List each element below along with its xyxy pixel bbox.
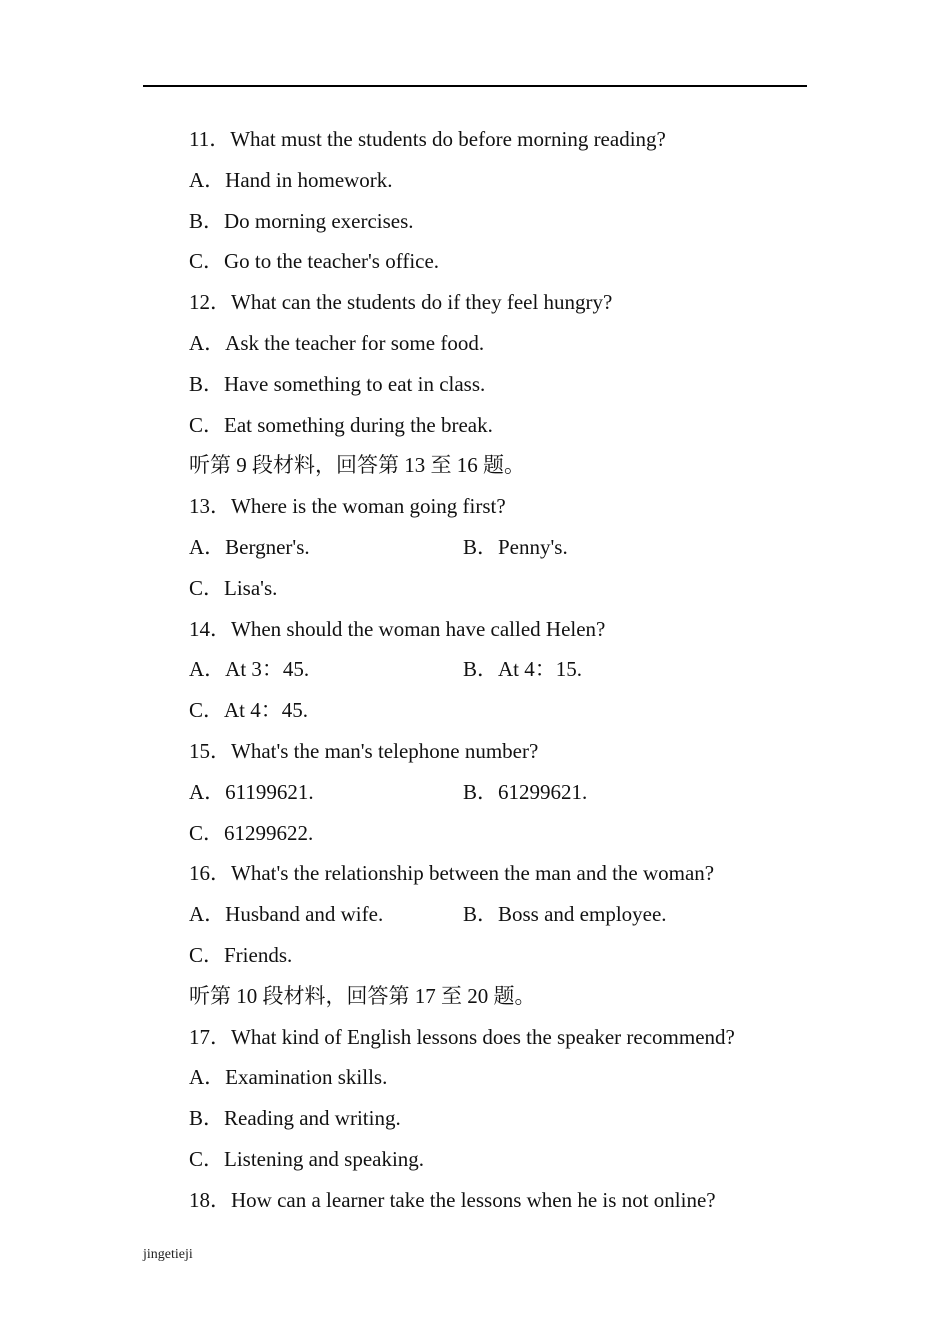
option-11-c: C．Go to the teacher's office. <box>189 249 440 274</box>
options-13-ab <box>189 527 829 568</box>
option-14-a: A．At 3：45. <box>189 657 310 682</box>
question-12: 12．What can the students do if they feel hungry? <box>189 290 613 315</box>
option-14-b: B．At 4：15. <box>463 657 583 682</box>
options-14-ab <box>189 649 829 690</box>
option-13-b: B．Penny's. <box>463 534 568 559</box>
option-12-b: B．Have something to eat in class. <box>189 371 486 396</box>
question-11: 11．What must the students do before morning reading? <box>189 127 666 151</box>
option-17-a: A．Examination skills. <box>189 1065 388 1090</box>
option-11-b: B．Do morning exercises. <box>189 208 414 233</box>
option-15-c: C．61299622. <box>189 820 314 845</box>
options-15-ab <box>189 772 829 813</box>
section-instruction-9: 听第 9 段材料，回答第 13 至 16 题。 <box>189 453 525 478</box>
option-14-c: C．At 4：45. <box>189 698 309 723</box>
option-12-c: C．Eat something during the break. <box>189 412 493 437</box>
option-17-c: C．Listening and speaking. <box>189 1146 425 1171</box>
footer-text: jingetieji <box>143 1247 193 1262</box>
option-13-c: C．Lisa's. <box>189 575 278 600</box>
section-instruction-10: 听第 10 段材料，回答第 17 至 20 题。 <box>189 983 536 1008</box>
option-15-b: B．61299621. <box>463 779 588 804</box>
option-11-a: A．Hand in homework. <box>189 167 393 192</box>
option-12-a: A．Ask the teacher for some food. <box>189 330 485 355</box>
option-15-a: A．61199621. <box>189 779 314 804</box>
option-17-b: B．Reading and writing. <box>189 1106 401 1131</box>
question-13: 13．Where is the woman going first? <box>189 494 506 519</box>
header-rule <box>143 85 807 87</box>
exam-content <box>189 119 829 1221</box>
question-18: 18．How can a learner take the lessons when he is not online? <box>189 1187 716 1212</box>
option-16-a: A．Husband and wife. <box>189 902 384 927</box>
question-14: 14．When should the woman have called Helen? <box>189 616 606 641</box>
option-16-b: B．Boss and employee. <box>463 902 667 927</box>
question-17: 17．What kind of English lessons does the speaker recommend? <box>189 1024 735 1049</box>
option-13-a: A．Bergner's. <box>189 534 310 559</box>
option-16-c: C．Friends. <box>189 942 293 967</box>
question-16: 16．What's the relationship between the man and the woman? <box>189 861 715 886</box>
question-15: 15．What's the man's telephone number? <box>189 738 539 763</box>
options-16-ab <box>189 894 829 935</box>
